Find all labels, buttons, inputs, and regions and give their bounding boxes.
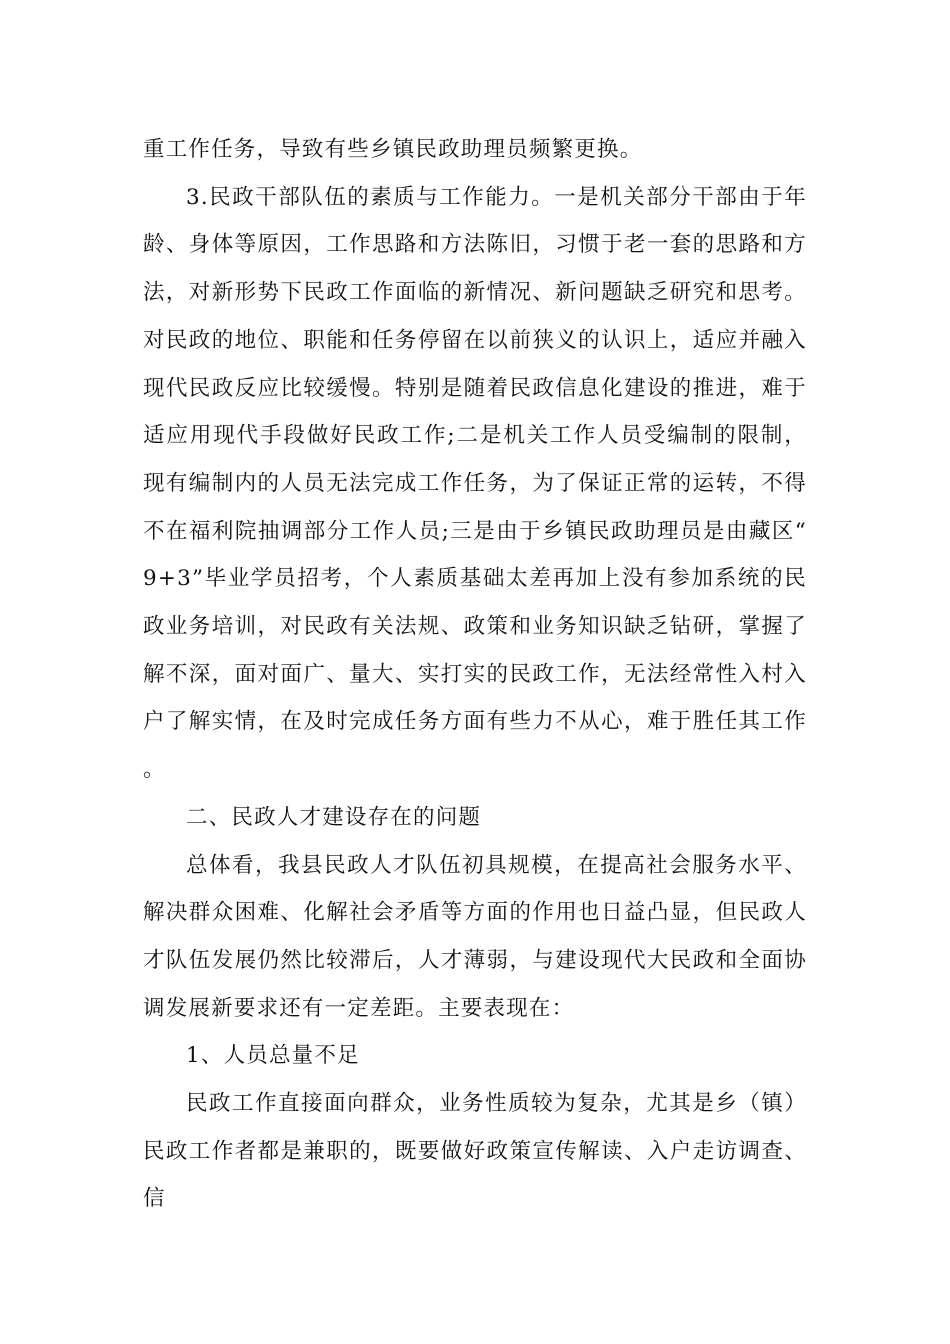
subheading-insufficient-staff: 1、人员总量不足 — [186, 1043, 360, 1069]
paragraph-overview: 总体看，我县民政人才队伍初具规模，在提高社会服务水平、解决群众困难、化解社会矛盾等方面的作用也日益凸显，但民政人才队伍发展仍然比较滞后，人才薄弱，与建设现代大民政和全面协调发展新要求还有一定差距。主要表现在： — [143, 852, 807, 1021]
section-heading-talent-problems: 二、民政人才建设存在的问题 — [186, 804, 482, 830]
paragraph-cadre-quality: 3.民政干部队伍的素质与工作能力。一是机关部分干部由于年龄、身体等原因，工作思路和方法陈旧，习惯于老一套的思路和方法，对新形势下民政工作面临的新情况、新问题缺乏研究和思考。对民政的地位、职能和任务停留在以前狭义的认识上，适应并融入现代民政反应比较缓慢。特别是随着民政信息化建设的推进，难于适应用现代手段做好民政工作;二是机关工作人员受编制的限制，现有编制内的人员无法完成工作任务，为了保证正常的运转，不得不在福利院抽调部分工作人员;三是由于乡镇民政助理员是由藏区“9+3”毕业学员招考，个人素质基础太差再加上没有参加系统的民政业务培训，对民政有关法规、政策和业务知识缺乏钻研，掌握了解不深，面对面广、量大、实打实的民政工作，无法经常性入村入户了解实情，在及时完成任务方面有些力不从心，难于胜任其工作。 — [143, 184, 807, 783]
paragraph-civil-affairs-work: 民政工作直接面向群众，业务性质较为复杂，尤其是乡（镇）民政工作者都是兼职的，既要做好政策宣传解读、入户走访调查、信 — [143, 1091, 807, 1212]
document-body — [143, 126, 807, 1223]
paragraph-continuation: 重工作任务，导致有些乡镇民政助理员频繁更换。 — [143, 137, 643, 162]
